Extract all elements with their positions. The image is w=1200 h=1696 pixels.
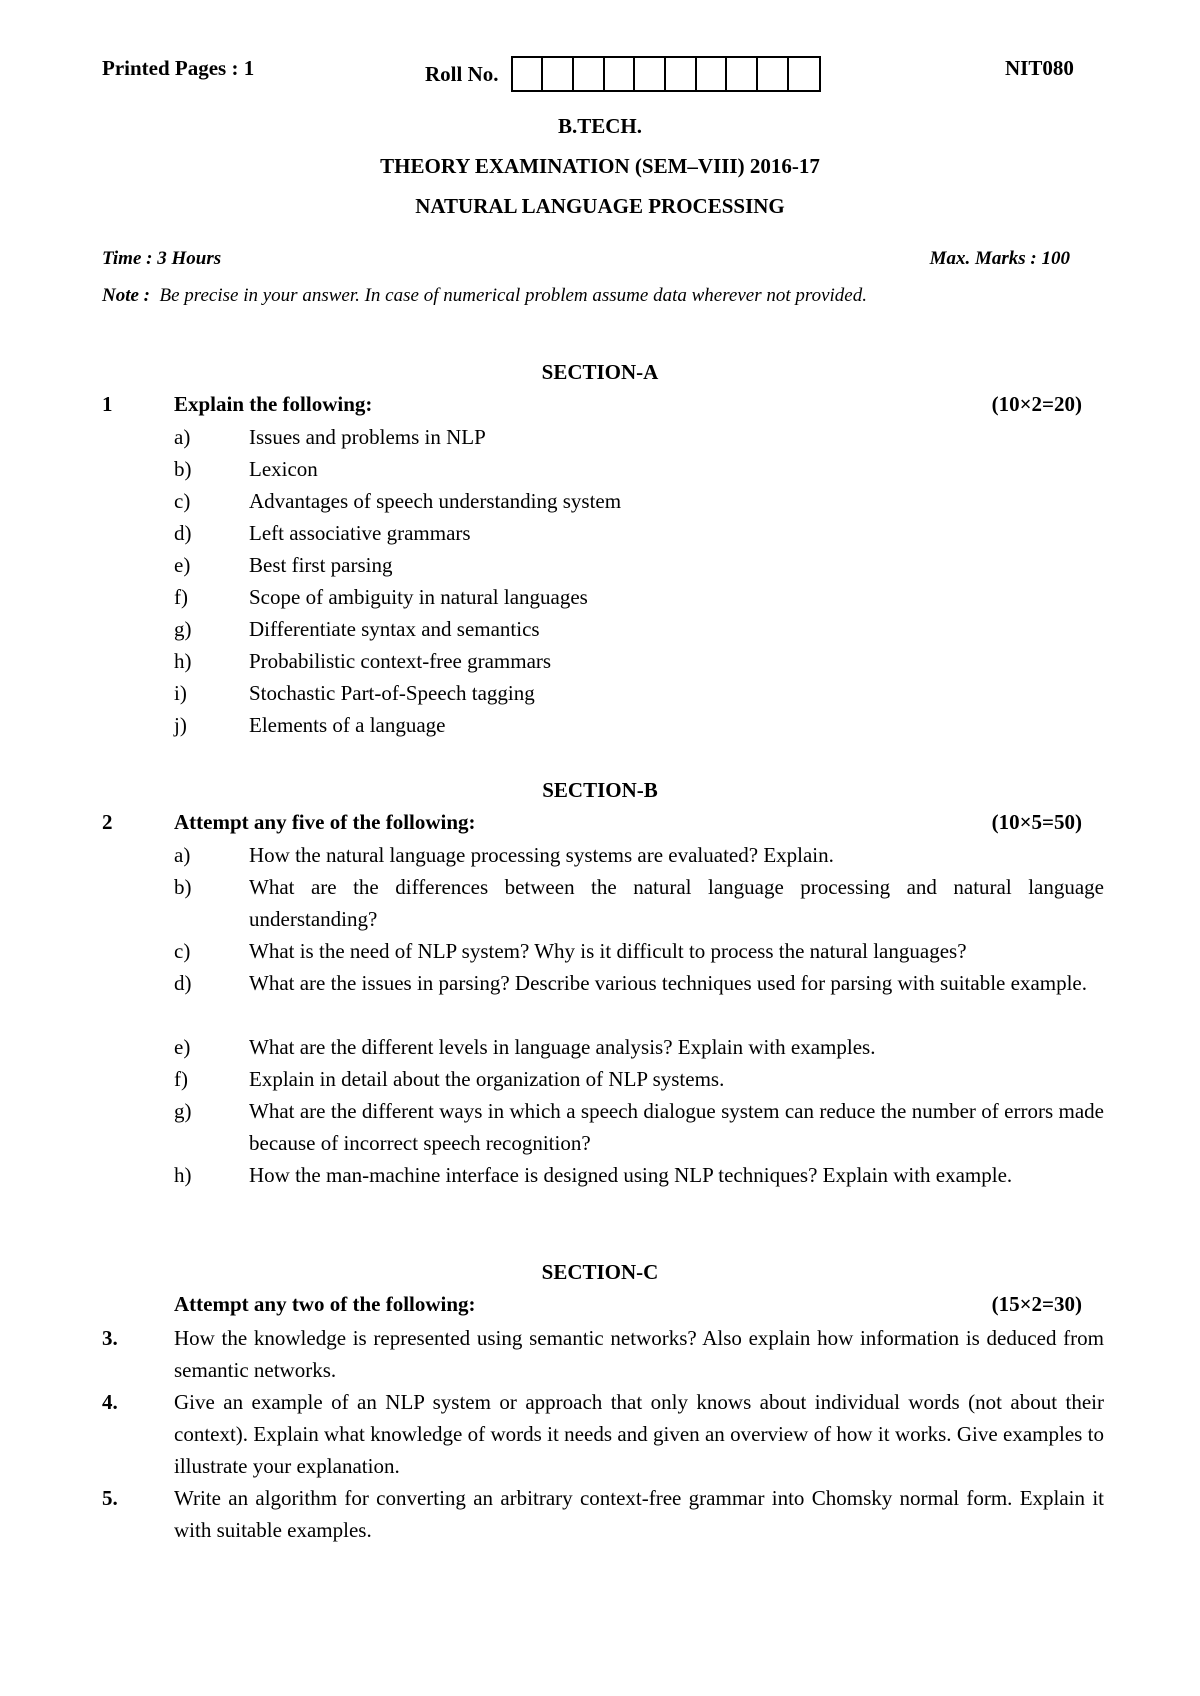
question-number: 3. [102,1326,118,1350]
item-text: What are the different ways in which a speech dialogue system can reduce the number of errors made because of incorrect speech recognition? [249,1099,1104,1155]
roll-box [605,58,636,90]
item-text: Left associative grammars [249,521,471,545]
item-text: Lexicon [249,457,318,481]
item-text: What are the differences between the natural language processing and natural language understanding? [249,875,1104,931]
section-b-marks: (10×5=50) [991,810,1082,834]
roll-box [574,58,605,90]
item-letter: h) [174,649,192,673]
roll-box [697,58,728,90]
item-letter: c) [174,489,191,513]
item-text: How the natural language processing systems are evaluated? Explain. [249,843,834,867]
roll-box [543,58,574,90]
question-number: 5. [102,1486,118,1510]
question-text: Write an algorithm for converting an arbitrary context-free grammar into Chomsky normal form. Explain it with suitable examples. [174,1486,1104,1542]
question-2-heading: Attempt any five of the following: [174,810,476,834]
item-text: What are the different levels in language analysis? Explain with examples. [249,1035,876,1059]
roll-box [758,58,789,90]
item-text: Best first parsing [249,553,393,577]
roll-box [666,58,697,90]
item-text: Stochastic Part-of-Speech tagging [249,681,535,705]
item-letter: e) [174,553,191,577]
item-letter: a) [174,425,191,449]
section-b-title: SECTION-B [542,778,658,802]
item-letter: g) [174,617,192,641]
section-c-marks: (15×2=30) [991,1292,1082,1316]
item-text: Advantages of speech understanding system [249,489,622,513]
question-1-number: 1 [102,392,113,416]
roll-number-boxes [511,56,822,92]
question-text: Give an example of an NLP system or approach that only knows about individual words (not about their context). Explain what knowledge of words it needs and given an overview of how it works. Give examples to illustrate your explanation. [174,1390,1104,1478]
question-1-heading: Explain the following: [174,392,373,416]
subject-title: NATURAL LANGUAGE PROCESSING [415,194,785,218]
max-marks: Max. Marks : 100 [929,248,1070,269]
section-a-title: SECTION-A [541,360,659,384]
roll-box [635,58,666,90]
item-text: Differentiate syntax and semantics [249,617,540,641]
item-letter: f) [174,1067,188,1091]
item-text: What is the need of NLP system? Why is it difficult to process the natural languages? [249,939,967,963]
section-c-heading: Attempt any two of the following: [174,1292,476,1316]
item-letter: h) [174,1163,192,1187]
item-letter: j) [174,713,187,737]
question-text: How the knowledge is represented using semantic networks? Also explain how information is deduced from semantic networks. [174,1326,1104,1382]
printed-pages: Printed Pages : 1 [102,56,255,80]
note-label: Note : [102,285,151,306]
section-a-marks: (10×2=20) [991,392,1082,416]
item-letter: i) [174,681,187,705]
question-2-number: 2 [102,810,113,834]
question-number: 4. [102,1390,118,1414]
degree-title: B.TECH. [557,114,643,138]
section-c-title: SECTION-C [541,1260,659,1284]
time-allowed: Time : 3 Hours [102,248,222,269]
item-letter: b) [174,875,192,899]
item-letter: c) [174,939,191,963]
item-letter: f) [174,585,188,609]
item-text: How the man-machine interface is designed using NLP techniques? Explain with example. [249,1163,1013,1187]
item-letter: b) [174,457,192,481]
item-text: Issues and problems in NLP [249,425,486,449]
item-text: Explain in detail about the organization of NLP systems. [249,1067,725,1091]
paper-code: NIT080 [1005,56,1074,80]
roll-box [727,58,758,90]
item-letter: g) [174,1099,192,1123]
roll-number [425,56,821,92]
note [102,285,1102,307]
item-text: Probabilistic context-free grammars [249,649,552,673]
exam-title: THEORY EXAMINATION (SEM–VIII) 2016-17 [380,154,820,178]
item-text: What are the issues in parsing? Describe various techniques used for parsing with suitable example. [249,971,1088,995]
item-text: Scope of ambiguity in natural languages [249,585,588,609]
roll-box [513,58,544,90]
item-letter: e) [174,1035,191,1059]
item-letter: d) [174,971,192,995]
item-letter: d) [174,521,192,545]
roll-label: Roll No. [425,61,499,86]
item-letter: a) [174,843,191,867]
note-text: Be precise in your answer. In case of numerical problem assume data wherever not provided. [159,285,867,306]
roll-box [789,58,820,90]
item-text: Elements of a language [249,713,446,737]
